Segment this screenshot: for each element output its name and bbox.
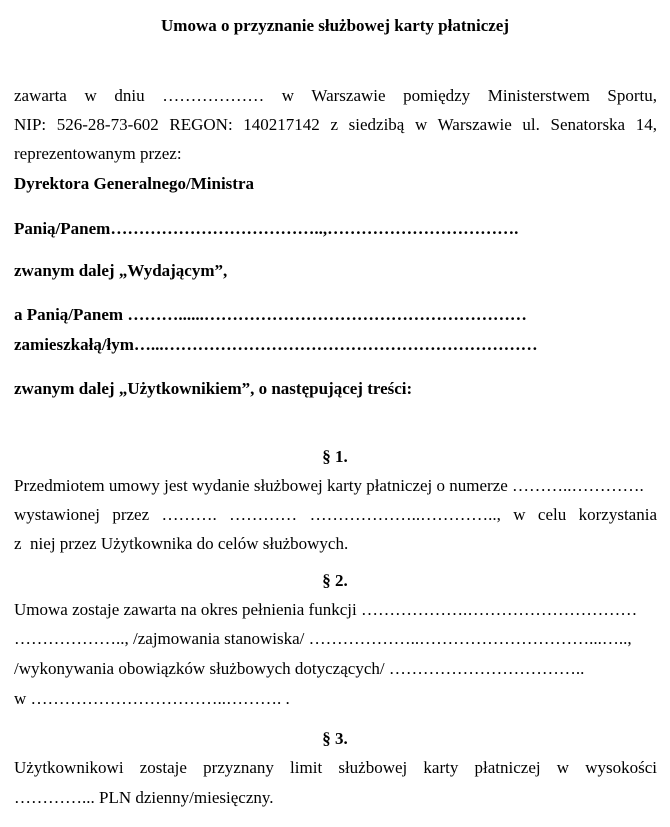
section-3-heading: § 3. bbox=[322, 729, 348, 748]
representative-name-line: Panią/Panem………………………………..,……………………………. bbox=[14, 219, 519, 238]
section-1-heading: § 1. bbox=[322, 447, 348, 466]
issuer-designation: zwanym dalej „Wydającym”, bbox=[14, 261, 228, 280]
section-2-line-4: w ……………………………..………. . bbox=[14, 689, 290, 708]
section-2-heading: § 2. bbox=[322, 571, 348, 590]
section-2-line-2: ……………….., /zajmowania stanowiska/ ………………..…………………………...….., bbox=[14, 629, 632, 648]
user-designation: zwanym dalej „Użytkownikiem”, o następującej treści: bbox=[14, 379, 413, 398]
document-title: Umowa o przyznanie służbowej karty płatniczej bbox=[161, 16, 509, 35]
section-3-line-1: Użytkownikowi zostaje przyznany limit służbowej karty płatniczej w wysokości bbox=[14, 758, 657, 777]
representative-role: Dyrektora Generalnego/Ministra bbox=[14, 174, 255, 193]
section-2-line-1: Umowa zostaje zawarta na okres pełnienia funkcji ……………….………………………… bbox=[14, 600, 638, 619]
section-1-line-3: z niej przez Użytkownika do celów służbowych. bbox=[14, 534, 349, 553]
preamble-date-place-line: zawarta w dniu ……………… w Warszawie pomiędzy Ministerstwem Sportu, bbox=[14, 86, 657, 105]
section-1-line-1: Przedmiotem umowy jest wydanie służbowej karty płatniczej o numerze ………..…………. bbox=[14, 476, 644, 495]
user-residence-line: zamieszkałą/łym…...………………………………………………………… bbox=[14, 335, 538, 354]
section-2-line-3: /wykonywania obowiązków służbowych dotyczących/ …………………………….. bbox=[14, 659, 585, 678]
preamble-identifiers-line: NIP: 526-28-73-602 REGON: 140217142 z siedzibą w Warszawie ul. Senatorska 14, bbox=[14, 115, 657, 134]
user-name-line: a Panią/Panem ………......………………………………………………… bbox=[14, 305, 527, 324]
preamble-represented-by-line: reprezentowanym przez: bbox=[14, 144, 182, 163]
section-1-line-2: wystawionej przez ………. ………… ………………..………….., w celu korzystania bbox=[14, 505, 657, 524]
section-3-line-2: …………... PLN dzienny/miesięczny. bbox=[14, 788, 274, 807]
